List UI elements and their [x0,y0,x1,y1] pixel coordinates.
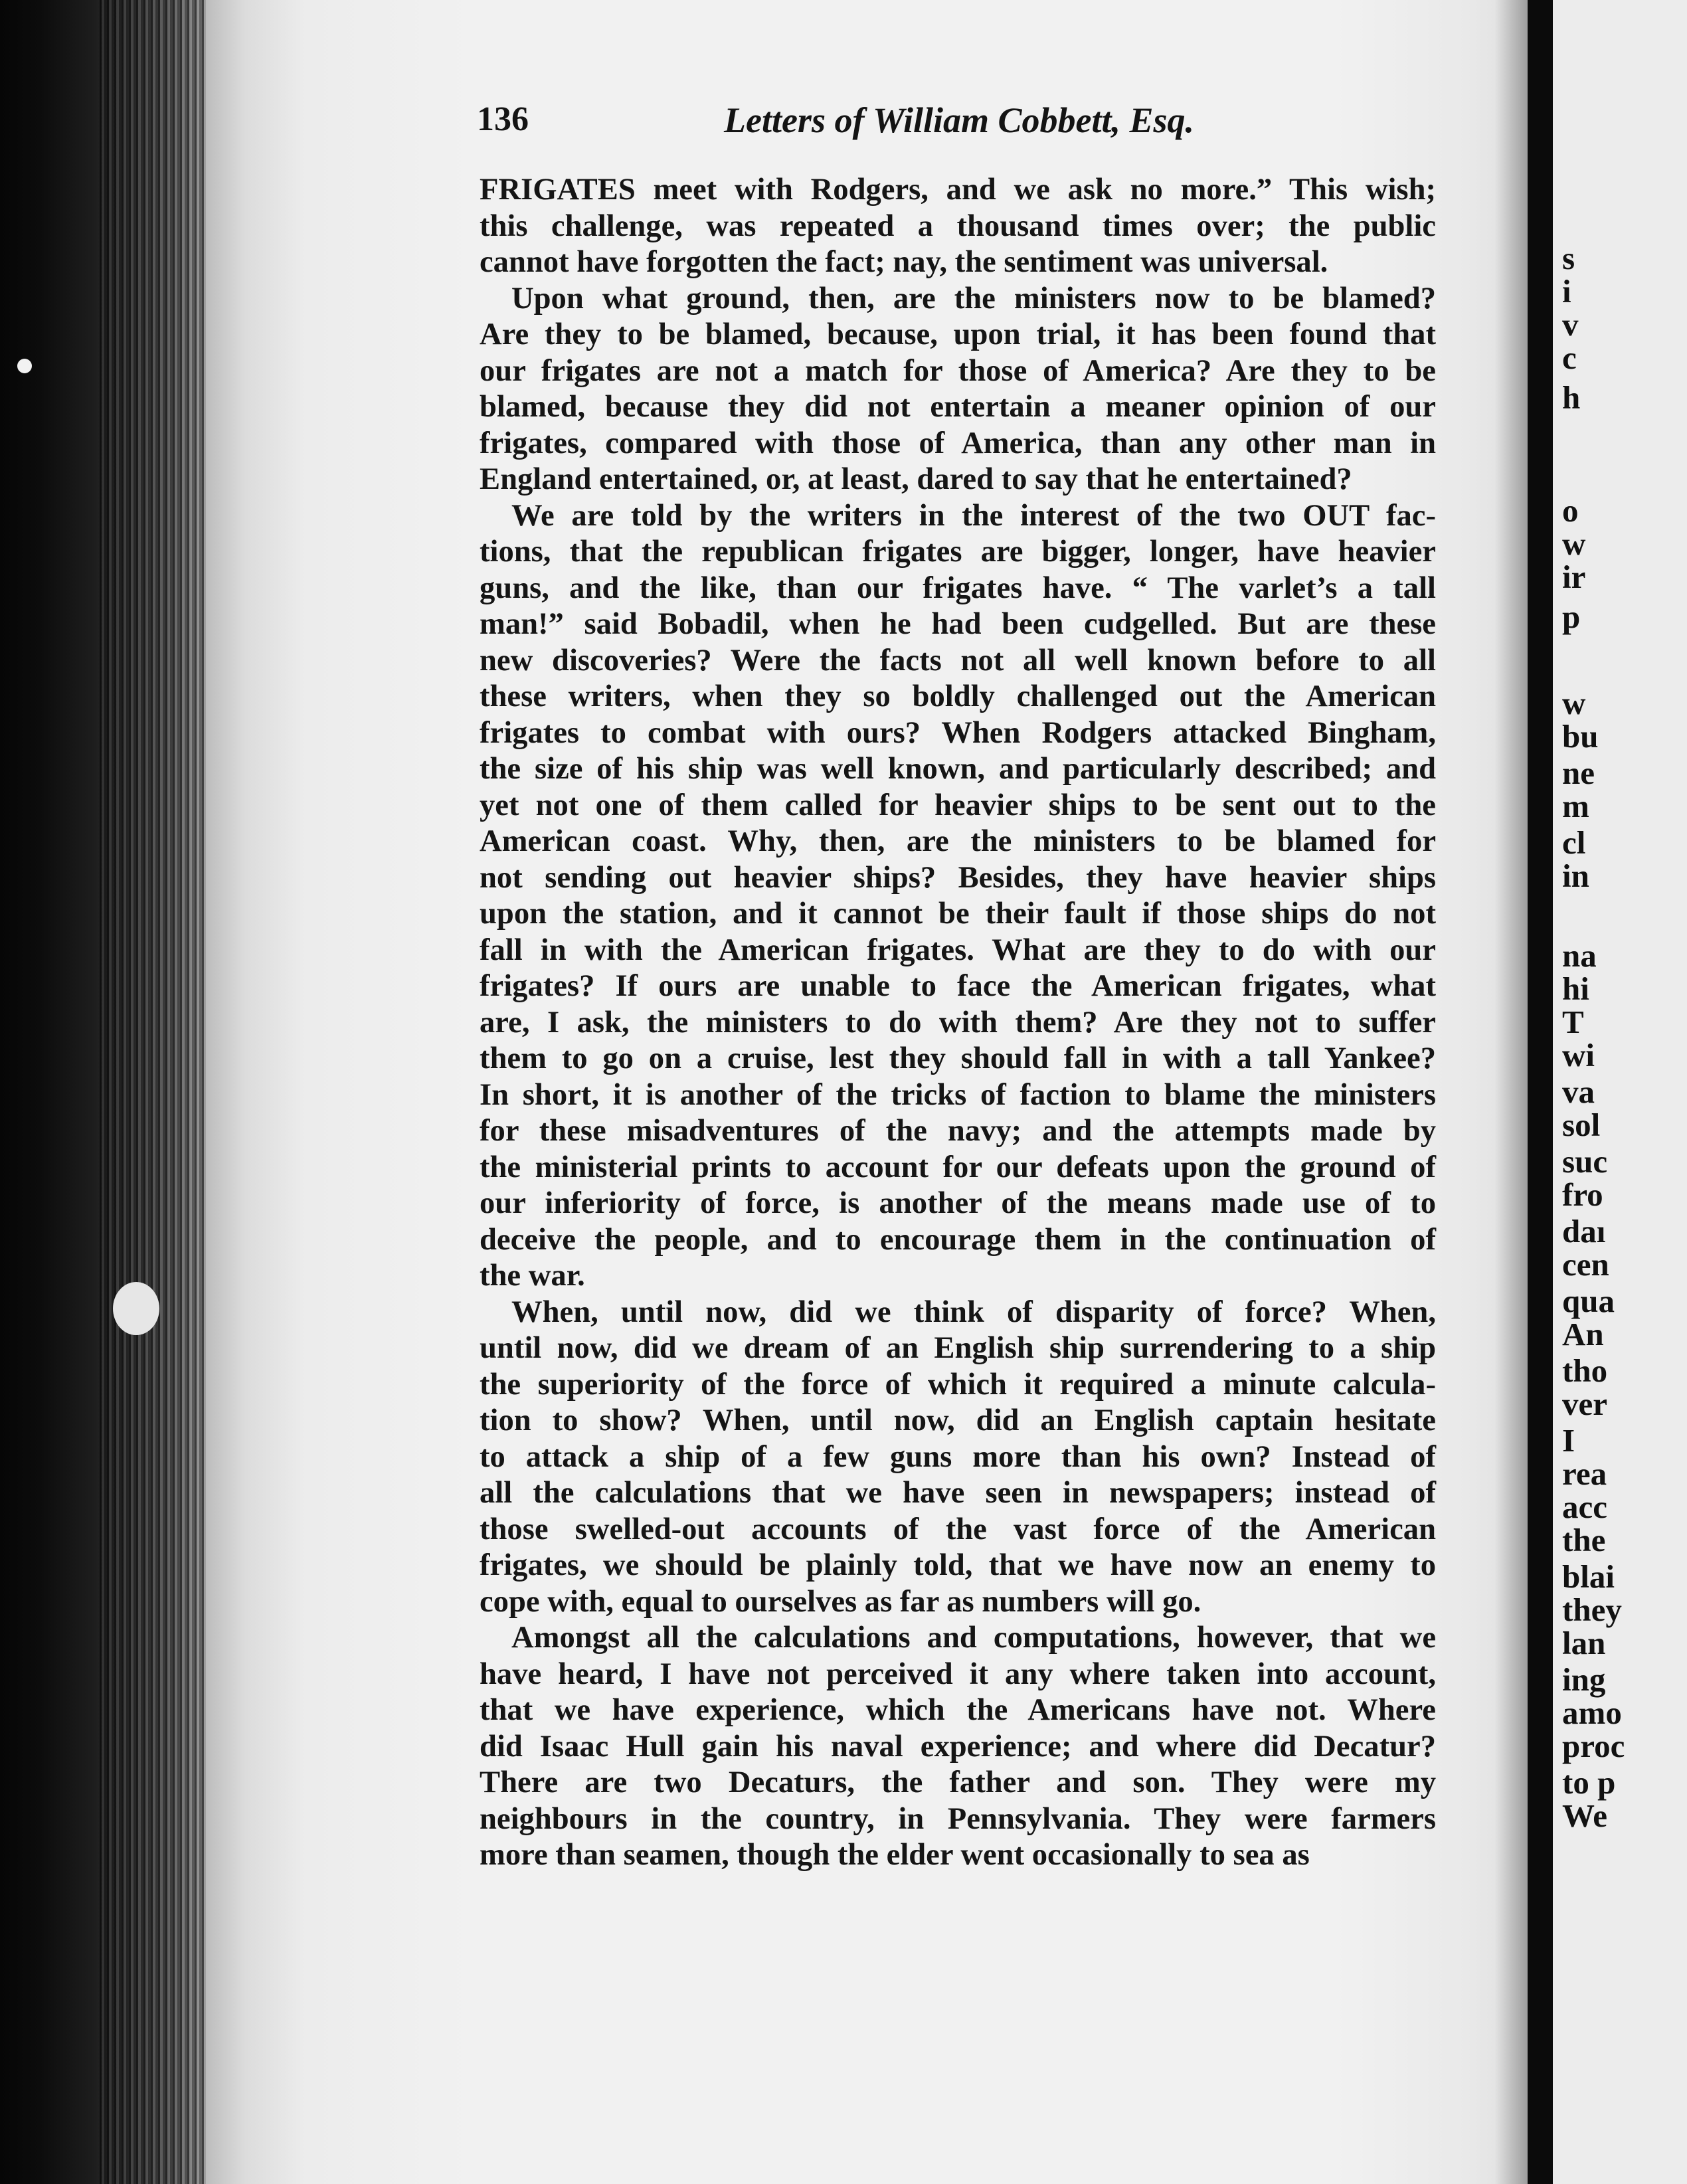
facing-page-fragment: o [1562,492,1579,529]
facing-page-fragment: ing [1562,1661,1606,1698]
facing-page-fragment: blai [1562,1558,1615,1595]
page-edge-stripes [100,0,219,2184]
paper-blemish [17,359,32,373]
text-line: not sending out heavier ships? Besides, they have heavier ships [480,860,1436,895]
text-line: to attack a ship of a few guns more than his own? Instead of [480,1439,1436,1474]
facing-page-fragment: wi [1562,1037,1595,1073]
facing-page-fragment: acc [1562,1489,1607,1525]
facing-page-fragment: ver [1562,1386,1607,1422]
text-line: England entertained, or, at least, dared to say that he entertained? [480,462,1352,496]
facing-page-fragment: w [1562,685,1586,721]
facing-page-fragment: tho [1562,1352,1608,1389]
facing-page-fragment: daı [1562,1213,1606,1249]
facing-page-fragment: proc [1562,1728,1625,1764]
facing-page-fragment: An [1562,1316,1604,1352]
text-line: that we have experience, which the Americans have not. Where [480,1692,1436,1727]
facing-page-fragment: w [1562,525,1586,562]
facing-page-fragment: lan [1562,1625,1606,1661]
text-line: Amongst all the calculations and computations, however, that we [511,1620,1436,1655]
text-line: Are they to be blamed, because, upon trial, it has been found that [480,317,1436,351]
text-line: frigates, compared with those of America, than any other man in [480,425,1436,460]
facing-page-fragment: suc [1562,1143,1608,1180]
text-line: deceive the people, and to encourage them in the continuation of [480,1222,1436,1257]
facing-page-fragment: h [1562,379,1581,416]
facing-page-fragment: cl [1562,824,1586,861]
facing-page-fragment: c [1562,339,1577,376]
text-line: for these misadventures of the navy; and the attempts made by [480,1113,1436,1148]
text-line: the ministerial prints to account for our defeats upon the ground of [480,1149,1436,1184]
text-line: more than seamen, though the elder went occasionally to sea as [480,1837,1310,1872]
facing-page-fragment: in [1562,858,1589,894]
facing-page-fragment: We [1562,1797,1608,1834]
facing-page-fragment: p [1562,598,1581,635]
facing-page-fragment: the [1562,1522,1606,1558]
text-line: guns, and the like, than our frigates have. “ The varlet’s a tall [480,570,1436,605]
text-line: our frigates are not a match for those of America? Are they to be [480,353,1436,388]
text-line: In short, it is another of the tricks of faction to blame the ministers [480,1077,1436,1112]
facing-page-fragment: ir [1562,559,1586,595]
text-line: tion to show? When, until now, did an English captain hesitate [480,1403,1436,1437]
body-text [480,171,1436,1873]
text-line: FRIGATES meet with Rodgers, and we ask no more.” This wish; [480,172,1436,207]
text-line: until now, did we dream of an English ship surrendering to a ship [480,1330,1436,1365]
facing-page-fragment: to p [1562,1764,1616,1801]
page-number: 136 [477,100,529,138]
text-line: all the calculations that we have seen in newspapers; instead of [480,1475,1436,1510]
text-line: this challenge, was repeated a thousand times over; the public [480,208,1436,243]
facing-page-fragment: sol [1562,1107,1601,1143]
text-line: have heard, I have not perceived it any where taken into account, [480,1656,1436,1691]
paper-blemish [113,1282,159,1335]
facing-page-fragment: rea [1562,1455,1607,1492]
facing-page-fragment: hi [1562,970,1589,1007]
text-line: man!” said Bobadil, when he had been cudgelled. But are these [480,606,1436,641]
book-gutter [1528,0,1554,2184]
text-line: frigates to combat with ours? When Rodgers attacked Bingham, [480,715,1436,750]
text-line: blamed, because they did not entertain a meaner opinion of our [480,389,1436,424]
facing-page-fragment: va [1562,1073,1595,1110]
facing-page-fragment: s [1562,240,1575,276]
facing-page-fragment: bu [1562,718,1599,755]
text-line: them to go on a cruise, lest they should fall in with a tall Yankee? [480,1041,1436,1075]
facing-page-fragment: v [1562,306,1579,343]
facing-page-fragment: i [1562,273,1571,310]
text-line: those swelled-out accounts of the vast force of the American [480,1511,1436,1546]
text-line: There are two Decaturs, the father and son. They were my [480,1765,1436,1799]
text-line: our inferiority of force, is another of the means made use of to [480,1186,1436,1220]
text-line: the size of his ship was well known, and particularly described; and [480,751,1436,786]
text-line: When, until now, did we think of disparity of force? When, [511,1294,1436,1329]
text-line: upon the station, and it cannot be their fault if those ships do not [480,896,1436,931]
facing-page-fragment: I [1562,1422,1575,1459]
facing-page-fragment: m [1562,788,1589,824]
facing-page-fragment: fro [1562,1176,1603,1213]
facing-page [1553,0,1687,2184]
text-line: Upon what ground, then, are the ministers now to be blamed? [511,280,1436,316]
text-line: yet not one of them called for heavier ships to be sent out to the [480,787,1436,822]
facing-page-fragment: na [1562,937,1597,974]
text-line: the superiority of the force of which it required a minute calcula- [480,1366,1436,1402]
facing-page-fragment: T [1562,1004,1584,1040]
facing-page-fragment: cen [1562,1246,1609,1283]
facing-page-fragment: amo [1562,1694,1622,1731]
text-line: these writers, when they so boldly challenged out the American [480,679,1436,713]
text-line: new discoveries? Were the facts not all well known before to all [480,642,1436,678]
text-line: cope with, equal to ourselves as far as numbers will go. [480,1584,1201,1619]
facing-page-fragment: qua [1562,1283,1615,1319]
text-line: did Isaac Hull gain his naval experience; and where did Decatur? [480,1728,1436,1764]
facing-page-fragment: they [1562,1592,1622,1628]
text-line: tions, that the republican frigates are bigger, longer, have heavier [480,534,1436,569]
text-line: frigates, we should be plainly told, that we have now an enemy to [480,1548,1436,1582]
text-line: are, I ask, the ministers to do with them? Are they not to suffer [480,1004,1436,1040]
running-head: Letters of William Cobbett, Esq. [724,100,1195,140]
text-line: We are told by the writers in the interest of the two OUT fac- [511,498,1436,533]
text-line: frigates? If ours are unable to face the American frigates, what [480,968,1436,1003]
text-line: cannot have forgotten the fact; nay, the sentiment was universal. [480,244,1328,279]
text-line: the war. [480,1258,585,1293]
facing-page-fragment: ne [1562,755,1595,791]
text-line: neighbours in the country, in Pennsylvania. They were farmers [480,1801,1436,1836]
text-line: American coast. Why, then, are the ministers to be blamed for [480,824,1436,858]
text-line: fall in with the American frigates. What are they to do with our [480,932,1436,967]
